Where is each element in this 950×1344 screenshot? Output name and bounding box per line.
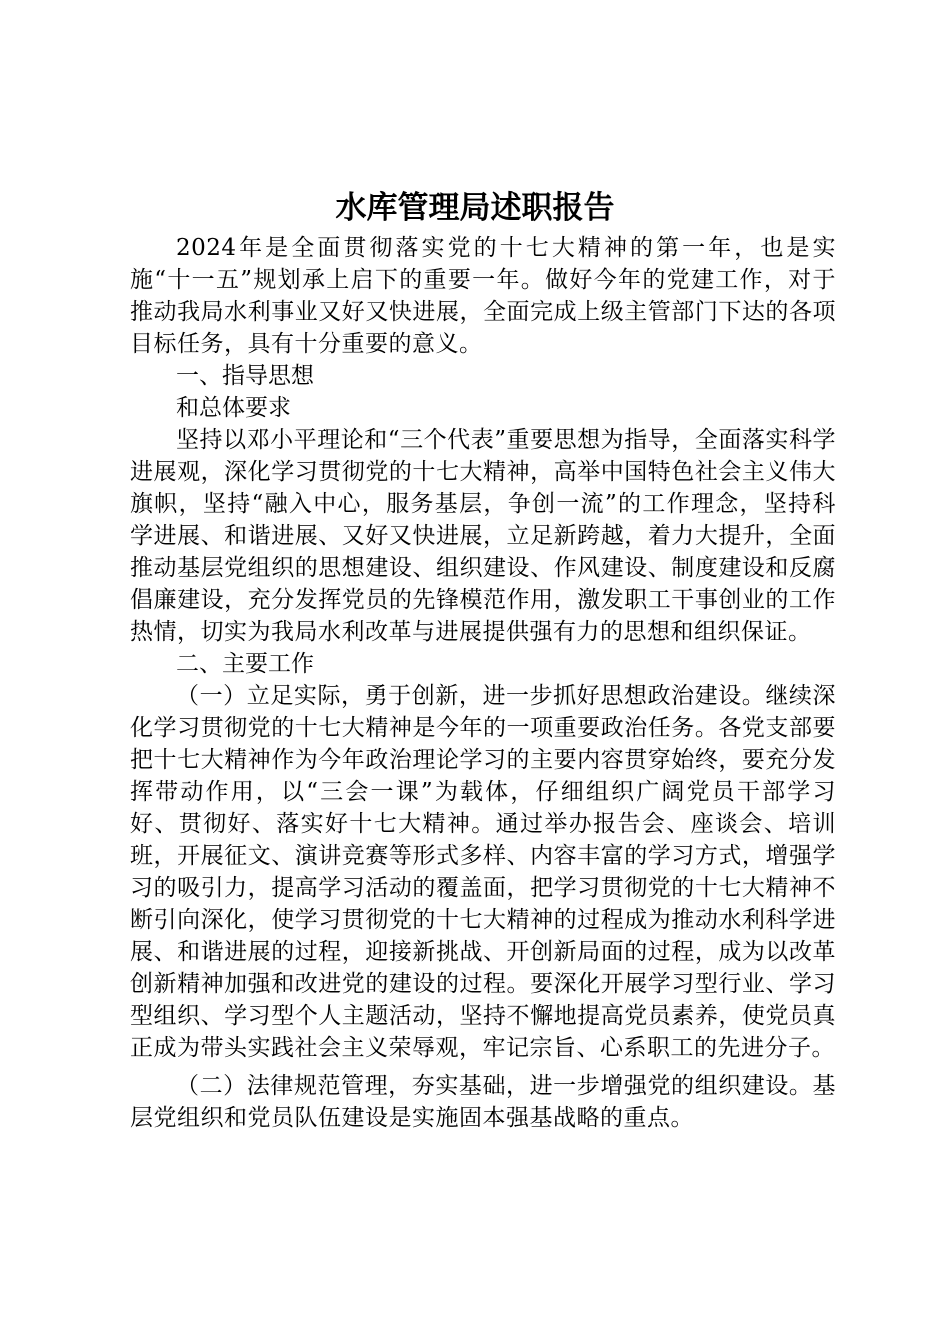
document-body — [130, 232, 836, 1134]
section-heading-general-requirements: 和总体要求 — [176, 395, 291, 421]
paragraph-intro: 2024年是全面贯彻落实党的十七大精神的第一年，也是实施“十一五”规划承上启下的重要一年。做好今年的党建工作，对于推动我局水利事业又好又快进展，全面完成上级主管部门下达的各项目标任务，具有十分重要的意义。 — [130, 235, 836, 357]
paragraph-main-work-2: （二）法律规范管理，夯实基础，进一步增强党的组织建设。基层党组织和党员队伍建设是实施固本强基战略的重点。 — [130, 1073, 836, 1131]
document-title: 水库管理局述职报告 — [335, 190, 615, 226]
paragraph-guiding-ideology: 坚持以邓小平理论和“三个代表”重要思想为指导，全面落实科学进展观，深化学习贯彻党的十七大精神，高举中国特色社会主义伟大旗帜，坚持“融入中心，服务基层，争创一流”的工作理念，坚持科学进展、和谐进展、又好又快进展，立足新跨越，着力大提升，全面推动基层党组织的思想建设、组织建设、作风建设、制度建设和反腐倡廉建设，充分发挥党员的先锋模范作用，激发职工干事创业的工作热情，切实为我局水利改革与进展提供强有力的思想和组织保证。 — [130, 427, 836, 645]
paragraph-main-work-1: （一）立足实际，勇于创新，进一步抓好思想政治建设。继续深化学习贯彻党的十七大精神是今年的一项重要政治任务。各党支部要把十七大精神作为今年政治理论学习的主要内容贯穿始终，要充分发挥带动作用，以“三会一课”为载体，仔细组织广阔党员干部学习好、贯彻好、落实好十七大精神。通过举办报告会、座谈会、培训班，开展征文、演讲竞赛等形式多样、内容丰富的学习方式，增强学习的吸引力，提高学习活动的覆盖面，把学习贯彻党的十七大精神不断引向深化，使学习贯彻党的十七大精神的过程成为推动水利科学进展、和谐进展的过程，迎接新挑战、开创新局面的过程，成为以改革创新精神加强和改进党的建设的过程。要深化开展学习型行业、学习型组织、学习型个人主题活动，坚持不懈地提高党员素养，使党员真正成为带头实践社会主义荣辱观，牢记宗旨、心系职工的先进分子。 — [130, 683, 836, 1061]
section-heading-main-work: 二、主要工作 — [176, 651, 314, 677]
section-heading-guiding-ideology: 一、指导思想 — [176, 363, 314, 389]
